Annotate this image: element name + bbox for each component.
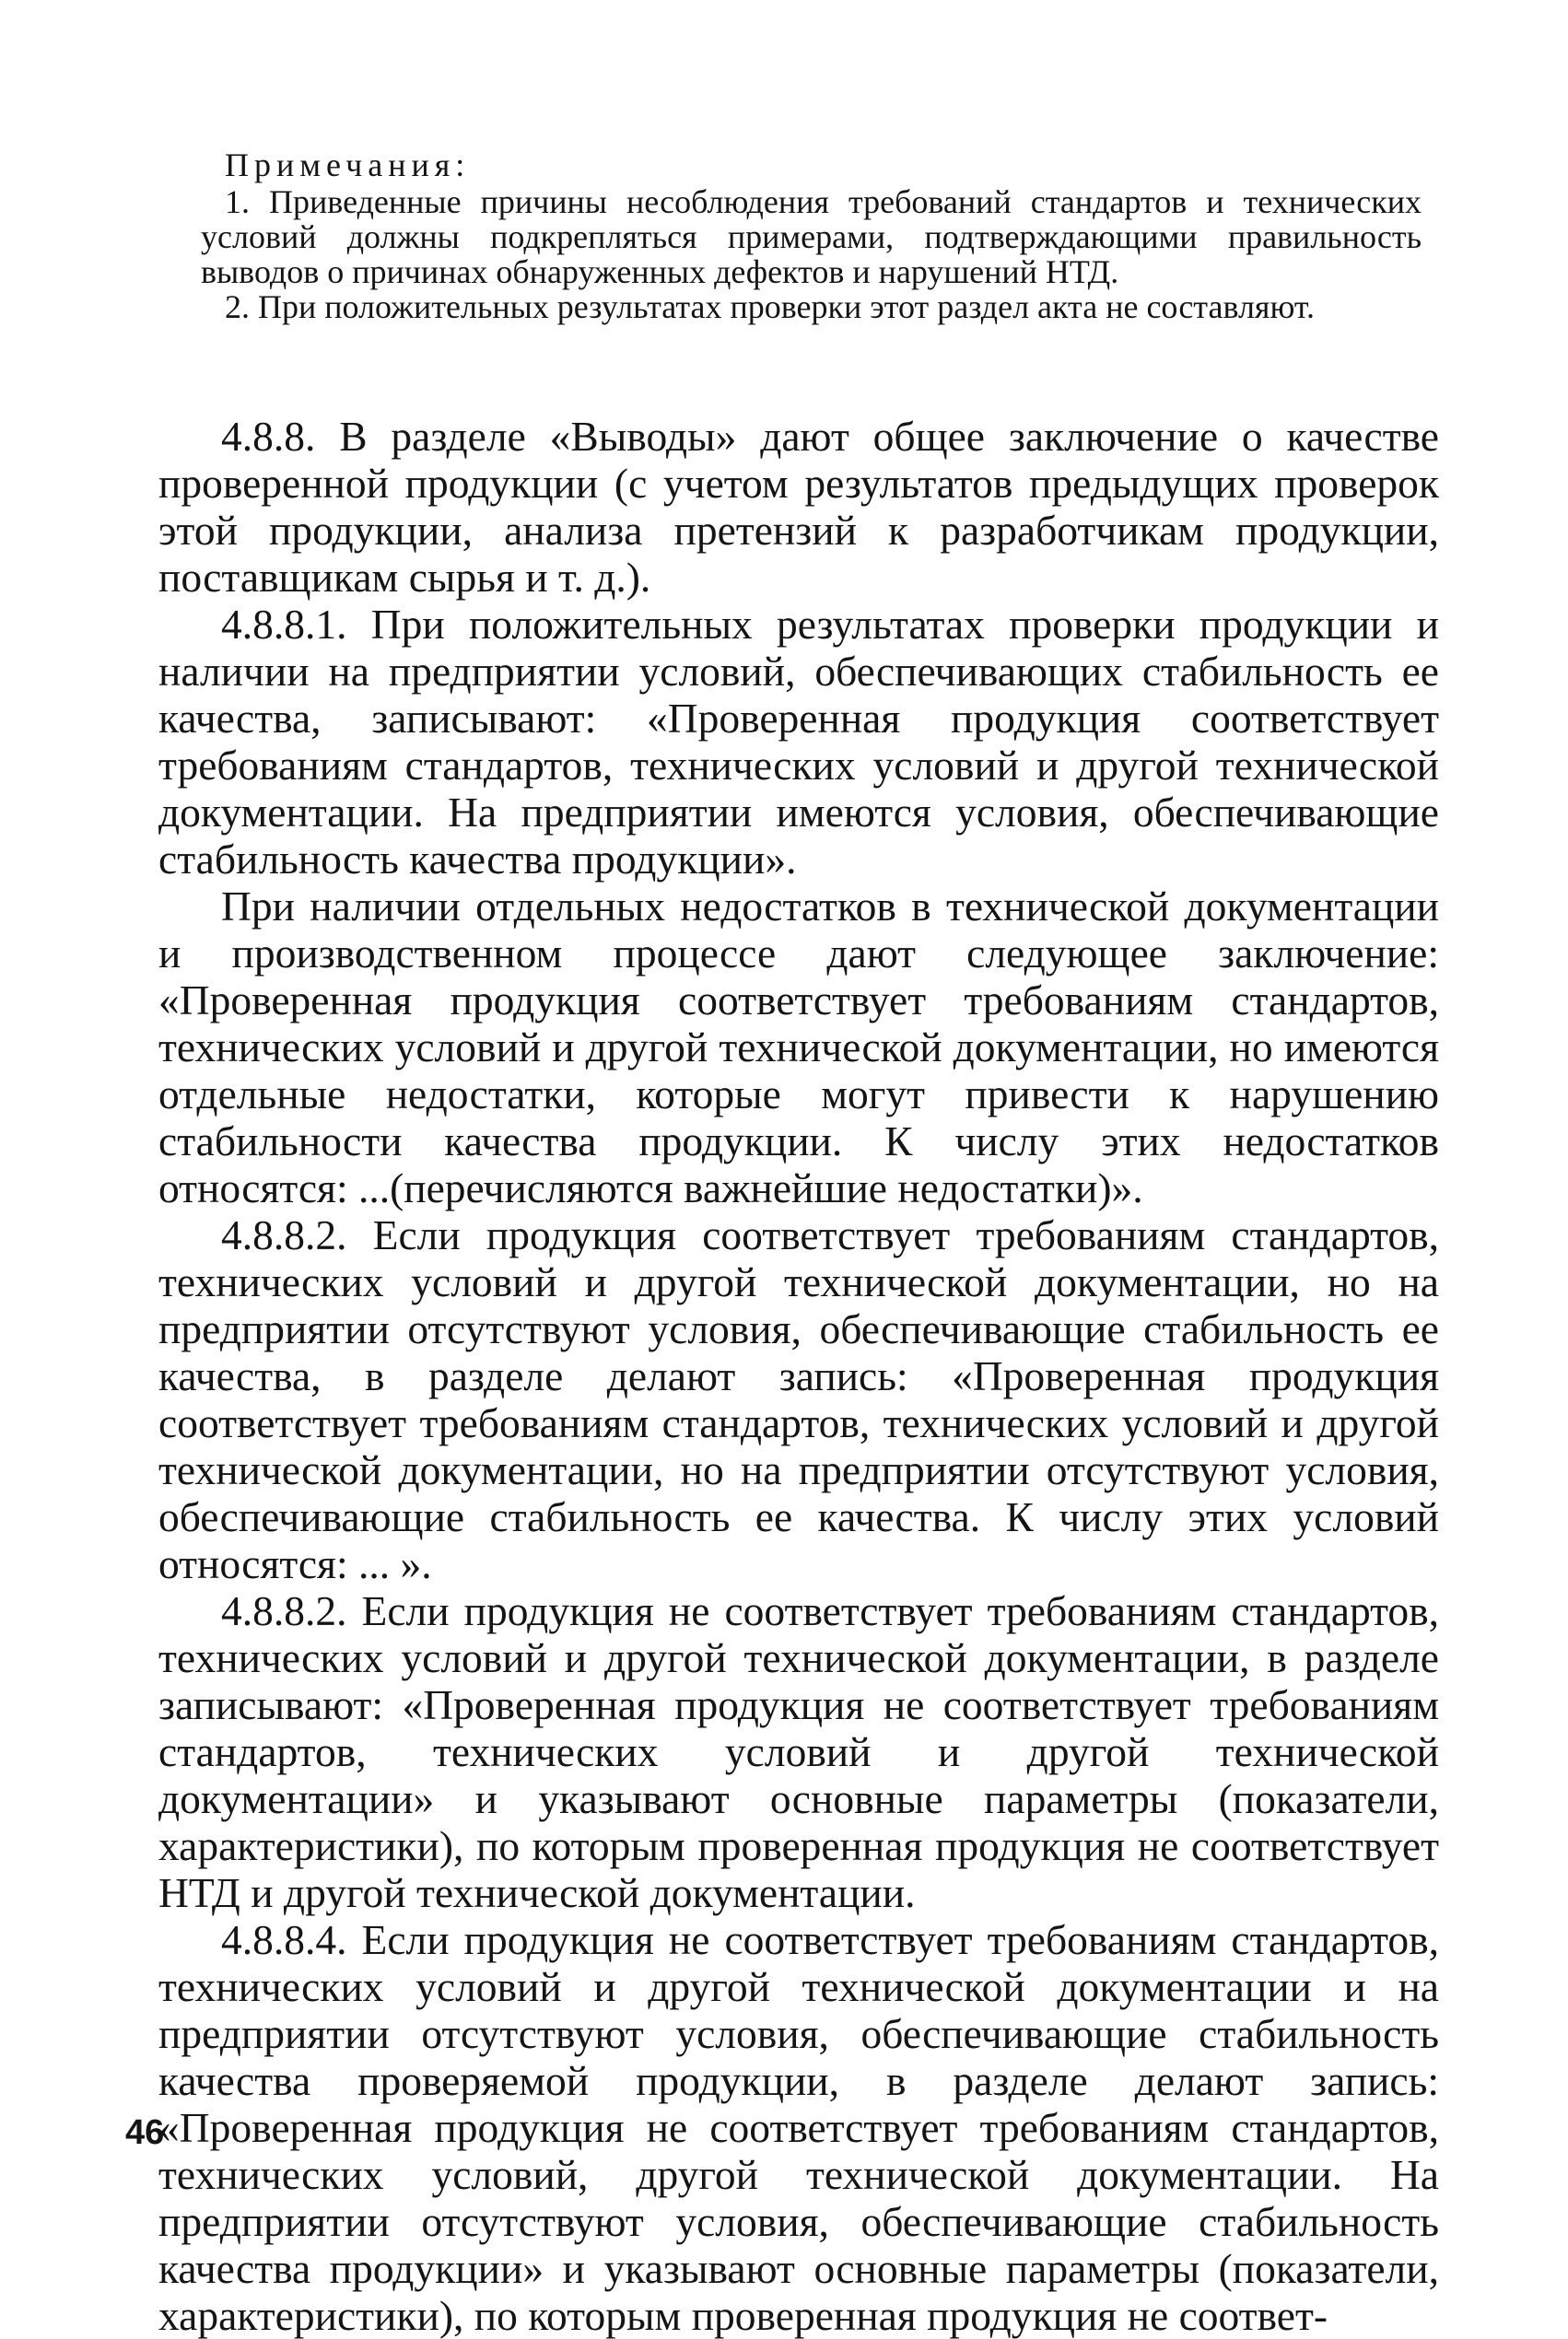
paragraph-4-8-8-2-b: 4.8.8.2. Если продукция не соответствует требованиям стандартов, технических условий и другой технической документации, в разделе записывают: «Проверенная продукция не соответствует требованиям стандартов, технических условий и другой технической документации» и указывают основные параметры (показатели, характеристики), по которым проверенная продукция не соответствует НТД и другой технической документации.	[158, 1587, 1439, 1916]
paragraph-4-8-8-1: 4.8.8.1. При положительных результатах проверки продукции и наличии на предприятии условий, обеспечивающих стабильность ее качества, записывают: «Проверенная продукция соответствует требованиям стандартов, технических условий и другой технической документации. На предприятии имеются условия, обеспечивающие стабильность качества продукции».	[158, 601, 1439, 883]
paragraph-4-8-8-2-a: 4.8.8.2. Если продукция соответствует требованиям стандартов, технических условий и другой технической документации, но на предприятии отсутствуют условия, обеспечивающие стабильность ее качества, в разделе делают запись: «Проверенная продукция соответствует требованиям стандартов, технических условий и другой технической документации, но на предприятии отсутствуют условия, обеспечивающие стабильность ее качества. К числу этих условий относятся: ... ».	[158, 1211, 1439, 1587]
page-number: 46	[125, 2113, 165, 2152]
notes-block	[201, 147, 1422, 324]
paragraph-shortcomings: При наличии отдельных недостатков в технической документации и производственном процессе дают следующее заключение: «Проверенная продукция соответствует требованиям стандартов, технических условий и другой технической документации, но имеются отдельные недостатки, которые могут привести к нарушению стабильности качества продукции. К числу этих недостатков относятся: ...(перечисляются важнейшие недостатки)».	[158, 883, 1439, 1211]
notes-heading: Примечания:	[225, 146, 471, 183]
paragraph-4-8-8: 4.8.8. В разделе «Выводы» дают общее заключение о качестве проверенной продукции (с учетом результатов предыдущих проверок этой продукции, анализа претензий к разработчикам продукции, поставщикам сырья и т. д.).	[158, 413, 1439, 601]
paragraph-4-8-8-4: 4.8.8.4. Если продукция не соответствует требованиям стандартов, технических условий и другой технической документации и на предприятии отсутствуют условия, обеспечивающие стабильность качества проверяемой продукции, в разделе делают запись: «Проверенная продукция не соответствует требованиям стандартов, технических условий, другой технической документации. На предприятии отсутствуют условия, обеспечивающие стабильность качества продукции» и указывают основные параметры (показатели, характеристики), по которым проверенная продукция не соответ-	[158, 1916, 1439, 2339]
note-item-1: 1. Приведенные причины несоблюдения требований стандартов и технических условий должны подкрепляться примерами, подтверждающими правильность выводов о причинах обнаруженных дефектов и нарушений НТД.	[201, 183, 1422, 290]
note-item-2: 2. При положительных результатах проверки этот раздел акта не составляют.	[225, 288, 1315, 325]
main-text	[158, 413, 1439, 2339]
